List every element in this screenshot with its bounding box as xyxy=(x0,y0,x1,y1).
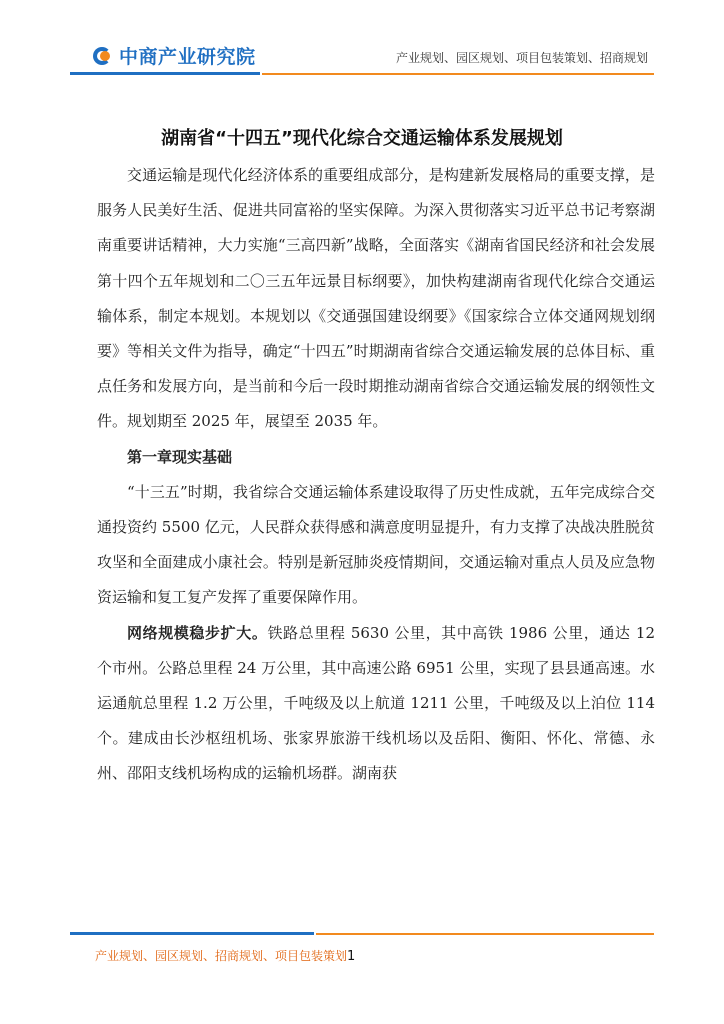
network-text: 铁路总里程 5630 公里，其中高铁 1986 公里，通达 12 个市州。公路总里程 24 万公里，其中高速公路 6951 公里，实现了县县通高速。水运通航总里程 1.2 万公里，千吨级及以上航道 1211 公里，千吨级及以上泊位 114 个。建成由长沙枢纽机场、张家界旅游干线机场以及岳阳、衡阳、怀化、常德、永州、邵阳支线机场构成的运输机场群。湖南获 xyxy=(97,623,655,783)
page-header xyxy=(0,0,724,90)
chapter-paragraph: “十三五”时期，我省综合交通运输体系建设取得了历史性成就，五年完成综合交通投资约 5500 亿元，人民群众获得感和满意度明显提升，有力支撑了决战决胜脱贫攻坚和全面建成小康社会。特别是新冠肺炎疫情期间，交通运输对重点人员及应急物资运输和复工复产发挥了重要保障作用。 xyxy=(97,482,655,607)
header-rule-blue xyxy=(70,72,260,75)
chapter-heading: 第一章现实基础 xyxy=(127,447,233,466)
company-logo xyxy=(93,42,256,69)
footer-rule-orange xyxy=(316,933,654,935)
page-footer xyxy=(95,947,355,964)
network-paragraph xyxy=(97,616,655,792)
footer-rule-blue xyxy=(70,932,314,935)
network-lead: 网络规模稳步扩大。 xyxy=(127,623,268,642)
footer-slogan: 产业规划、园区规划、招商规划、项目包装策划 xyxy=(95,949,348,963)
logo-text: 中商产业研究院 xyxy=(119,46,256,68)
page-number: 1 xyxy=(347,949,356,964)
header-rule-orange xyxy=(262,73,654,75)
logo-icon xyxy=(93,45,115,67)
document-body xyxy=(97,158,655,792)
header-slogan: 产业规划、园区规划、项目包装策划、招商规划 xyxy=(395,51,648,65)
intro-paragraph: 交通运输是现代化经济体系的重要组成部分，是构建新发展格局的重要支撑，是服务人民美好生活、促进共同富裕的坚实保障。为深入贯彻落实习近平总书记考察湖南重要讲话精神，大力实施“三高四新”战略，全面落实《湖南省国民经济和社会发展第十四个五年规划和二〇三五年远景目标纲要》，加快构建湖南省现代化综合交通运输体系，制定本规划。本规划以《交通强国建设纲要》《国家综合立体交通网规划纲要》等相关文件为指导，确定“十四五”时期湖南省综合交通运输发展的总体目标、重点任务和发展方向，是当前和今后一段时期推动湖南省综合交通运输发展的纲领性文件。规划期至 2025 年，展望至 2035 年。 xyxy=(97,166,655,431)
document-title: 湖南省“十四五”现代化综合交通运输体系发展规划 xyxy=(161,128,563,149)
